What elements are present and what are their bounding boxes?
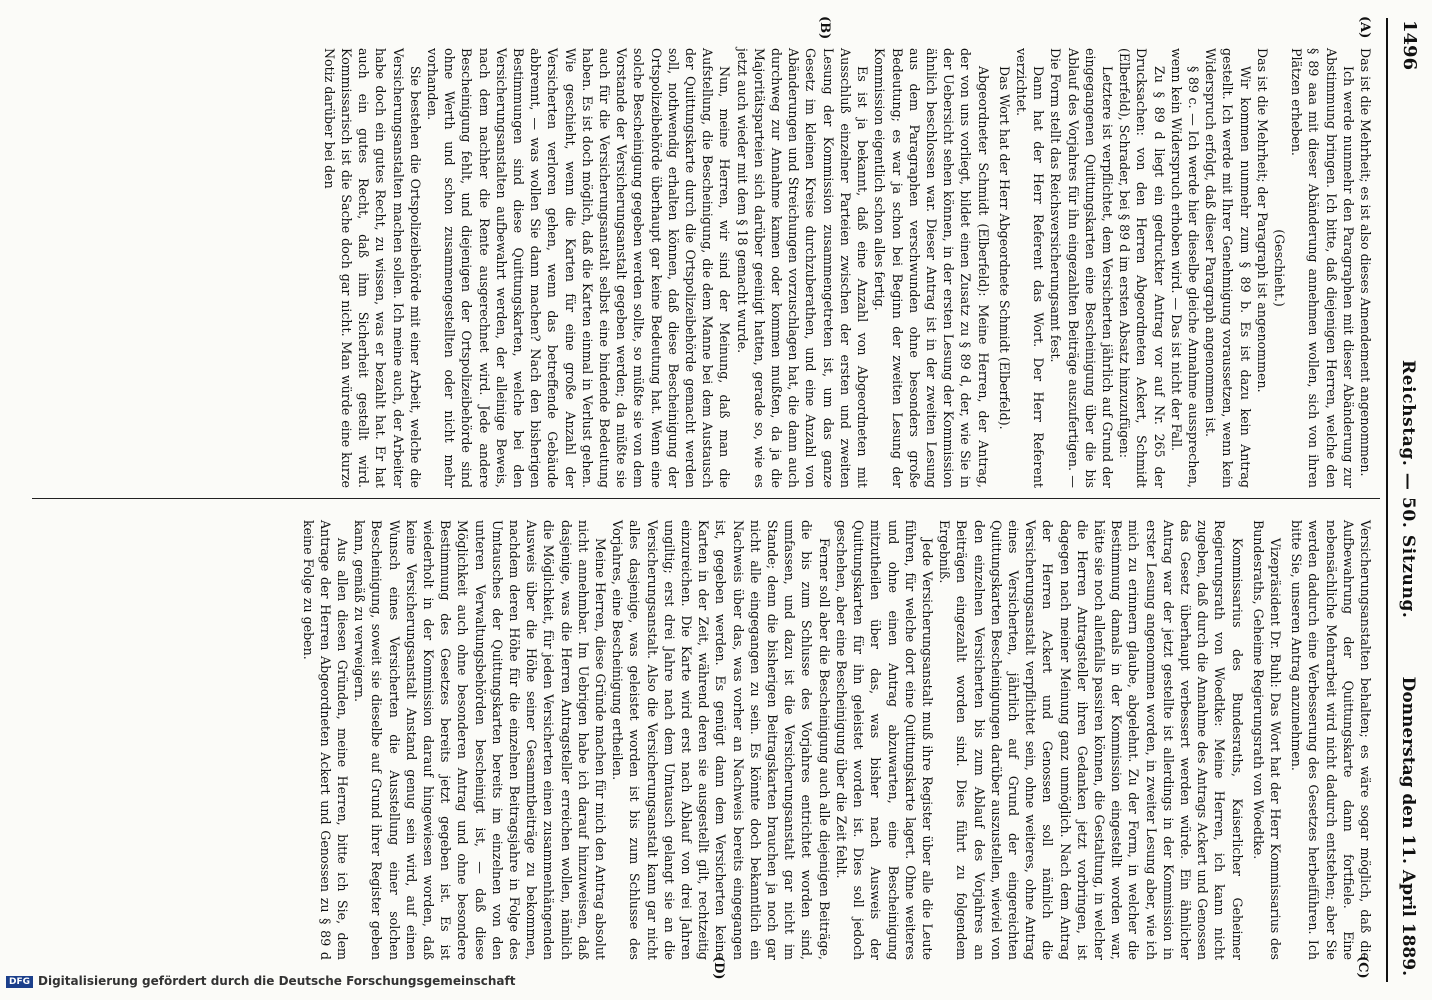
paragraph: Nun, meine Herren, wir sind der Meinung, daß man die Aufstellung, die Bescheinigung, die dem Manne bei dem Austausch der Quittungskarte durch die Ortspolizeibehörde gemacht werden soll, nothwendig erhalten können, daß diese Bescheinigung der Ortspolizeibehörde überhaupt gar keine Bedeutung hat. Wenn eine solche Bescheinigung gegeben werden sollte, so müßte sie von dem Vorstande der Versicherungsanstalt gegeben werden; da müßte sie auch für die Versicherungsanstalt selbst eine bindende Bedeutung haben. Es ist doch möglich, daß die Karten einmal in Verlust gehen. Wie geschieht, wenn die Karten für eine große Anzahl der Versicherten verloren gehen, wenn das betreffende Gebäude abbrennt, — was wollen Sie dann machen? Nach den bisherigen Bestimmungen sind diese Quittungskarten, welche bei den Versicherungsanstalten aufbewahrt werden, der alleinige Beweis, nach dem nachher die Rente ausgerechnet wird. Jede andere Bescheinigung fehlt, und diejenigen der Ortspolizeibehörde sind ohne Werth und schon zusammengestellten oder nicht mehr vorhanden. — [425, 48, 733, 488]
paragraph: Sie bestehen die Ortspolizeibehörde mit einer Arbeit, welche die Versicherungsanstalten machen sollen. Ich meine auch, der Arbeiter habe doch ein gutes Recht, zu wissen, was er bezahlt hat. Er hat auch ein gutes Recht, daß ihm Sicherheit gestellt wird. Kommissarisch ist die Sache doch gar nicht. Man würde eine kurze Notiz darüber bei den — [321, 48, 423, 488]
paragraph: Vizepräsident Dr. Buhl: Das Wort hat der Herr Kommissarius des Bundesraths, Geheime Regierungsrath von Woedtke. — [1250, 520, 1283, 960]
left-column — [321, 48, 1374, 488]
paragraph: Kommissarius des Bundesraths, Kaiserlicher Geheimer Regierungsrath von Woedtke: Meine Herren, ich kann nicht zugeben, daß durch die Annahme des Antrags Ackert und Genossen das Gesetz überhaupt verbessert werden würde. Ein ähnlicher Antrag war der jetzt gestellte ist allerdings in der Kommission in erster Lesung angenommen worden, in zweiter Lesung aber, wie ich mich zu erinnern glaube, abgelehnt. Zu der Form, in welcher die Bestimmung damals in der Kommission eingestellt worden war, hätte sie noch allenfalls passiren können, die Gestaltung, in welcher die Herren Antragsteller ihren Gedanken jetzt vorbringen, ist dagegen nach meiner Meinung ganz unmöglich. Nach dem Antrag der Herren Ackert und Genossen soll nämlich die Versicherungsanstalt verpflichtet sein, ohne weiteres, ohne Antrag eines Versicherten, jährlich auf Grund der eingereichten Quittungskarten Bescheinigungen darüber auszustellen, wieviel von den einzelnen Versicherten bis zum Ablauf des Vorjahres an Beiträgen eingezahlt worden sind. Dies führt zu folgendem Ergebniß. — [937, 520, 1245, 960]
page-number: 1496 — [1399, 20, 1420, 71]
session-date: Donnerstag den 11. April 1889. — [1398, 676, 1418, 976]
right-column — [299, 520, 1374, 960]
paragraph: Meine Herren, diese Gründe machen für mich den Antrag absolut nicht annehmbar. Im Uebrigen habe ich darauf hinzuweisen, daß dasjenige, was die Herren Antragsteller erreichen wollen, nämlich die Möglichkeit, für jeden Versicherten einen zusammenhängenden Ausweis über die Höhe seiner Gesammtbeiträge zu bekommen, nachdem deren Höhe für die einzelnen Beitragsjahre in Folge des Umtausches der Quittungskarten bereits im einzelnen von den unteren Verwaltungsbehörden bescheinigt ist, — daß diese Möglichkeit auch ohne besonderen Antrag und ohne besondere Bestimmung des Gesetzes bereits jetzt gegeben ist. Es ist wiederholt in der Kommission darauf hingewiesen worden, daß keine Versicherungsanstalt Anstand genug sein wird, auf einen Wunsch eines Versicherten die Ausstellung einer solchen Bescheinigung, soweit sie dieselbe auf Grund ihrer Register geben kann, gemäß zu verweigern. — [352, 520, 609, 960]
margin-mark-c: (C) — [1355, 956, 1370, 979]
running-head: Reichstag. — 50. Sitzung. — [1398, 360, 1418, 619]
dfg-logo: DFG — [6, 976, 33, 988]
column-divider — [32, 498, 1380, 499]
paragraph: Letztere ist verpflichtet, dem Versicherten jährlich auf Grund der eingegangenen Quittungskarten eine Bescheinigung über die bis Ablauf des Vorjahres für ihn eingezahlten Beiträge auszufertigen. — Die Form stellt das Reichsversicherungsamt fest. — [1048, 48, 1115, 488]
margin-mark-b: (B) — [817, 16, 832, 40]
paragraph: Jede Versicherungsanstalt muß ihre Register über alle die Leute führen, für welche dort eine Quittungskarte lagert. Ohne weiteres und ohne einen Antrag abzuwarten, eine Bescheinigung mitzutheilen über das, was bisher nach Ausweis der Quittungskarten für ihn geleistet worden ist. Dies soll jedoch geschehen, aber eine Bescheinigung über die Zeit fehlt. — [833, 520, 935, 960]
paragraph: Das ist die Mehrheit; der Paragraph ist angenommen. — [1254, 48, 1270, 393]
paragraph: Ferner soll aber die Bescheinigung auch alle diejenigen Beiträge, die bis zum Schlusse des Vorjahres entrichtet worden sind, umfassen, und dazu ist die Versicherungsanstalt gar nicht im Stande; denn die bisherigen Beitragskarten brauchen ja noch gar nicht alle eingegangen zu sein. Es könnte doch bekanntlich ein Nachweis über das, was vorher an Nachweis bereits eingegangen ist, gegeben werden. Es genügt dann dem Versicherten keine Karten in der Zeit, während deren sie ausgestellt gilt, rechtzeitig einzureichen. Die Karte wird erst nach Ablauf von drei Jahren ungiltig; erst drei Jahre nach dem Umtausch gelangt sie an die Versicherungsanstalt. Also die Versicherungsanstalt kann gar nicht alles dasjenige, was geleistet worden ist bis zum Schlusse des Vorjahres, eine Bescheinigung ertheilen. — [610, 520, 832, 960]
credit-text: Digitalisierung gefördert durch die Deutsche Forschungsgemeinschaft — [38, 974, 516, 988]
paragraph: Es ist ja bekannt, daß eine Anzahl von Abgeordneten mit Ausschluß einzelner Parteien zwischen der ersten und zweiten Lesung der Kommission zusammengetreten ist, um das ganze Gesetz im kleinen Kreise durchzuberathen, und eine Anzahl von Abänderungen und Streichungen vorzuschlagen hat, die dann auch durchweg zur Annahme kamen oder kommen mußten, da ja die Majoritätsparteien sich darüber geeinigt hatten, gerade so, wie es jetzt auch wieder mit dem § 18 gemacht wurde. — [734, 48, 871, 488]
paragraph: Wir kommen nunmehr zum § 89 b. Es ist dazu kein Antrag gestellt. Ich werde mit Ihrer Genehmigung voraussetzen, wenn kein Widerspruch erfolgt, daß dieser Paragraph angenommen ist. — [1203, 48, 1253, 488]
paragraph: Abgeordneter Schmidt (Elberfeld): Meine Herren, der Antrag, der von uns vorliegt, bildet einen Zusatz zu § 89 d, der, wie Sie in der Uebersicht sehen können, in der ersten Lesung der Kommission ähnlich beschlossen war. Dieser Antrag ist in der zweiten Lesung aus dem Paragraphen verschwunden ohne besonders große Bedeutung; es war ja schon bei Beginn der zweiten Lesung der Kommission eigentlich schon alles fertig. — [872, 48, 991, 488]
paragraph: Ich werde nunmehr den Paragraphen mit dieser Abänderung zur Abstimmung bringen. Ich bitte, daß diejenigen Herren, welche den § 89 aaa mit dieser Abänderung annehmen wollen, sich von ihren Plätzen erheben. — [1289, 48, 1356, 488]
paragraph: Zu § 89 d liegt ein gedruckter Antrag vor auf Nr. 265 der Drucksachen: von den Herren Abgeordneten Ackert, Schmidt (Elberfeld), Schrader, bei § 89 d im ersten Absatz hinzuzufügen: — [1117, 48, 1167, 488]
paragraph: Das ist die Mehrheit; es ist also dieses Amendement angenommen. — [1358, 48, 1373, 477]
paragraph: Versicherungsanstalten behalten; es wäre sogar möglich, daß die Aufbewahrung der Quittungskarte dann fortfiele. Eine nebensächliche Mehrarbeit wird nicht dadurch entstehen; aber Sie werden dadurch eine Verbesserung des Gesetzes herbeiführen. Ich bitte Sie, unseren Antrag anzunehmen. — [1289, 520, 1373, 960]
paragraph: Das Wort hat der Herr Abgeordnete Schmidt (Elberfeld). — [996, 66, 1012, 430]
paragraph: § 89 c. — Ich werde hier dieselbe gleiche Annahme aussprechen, wenn kein Widerspruch erhoben wird. — Das ist nicht der Fall. — [1168, 48, 1201, 488]
header-rule — [1386, 18, 1388, 982]
paragraph: (Geschieht.) — [1271, 229, 1287, 307]
paragraph: Dann hat der Herr Referent das Wort. Der Herr Referent verzichtet. — [1013, 48, 1047, 488]
paragraph: Aus allen diesen Gründen, meine Herren, bitte ich Sie, dem Antrage der Herren Abgeordneten Ackert und Genossen zu § 89 d keine Folge zu geben. — [300, 520, 351, 960]
margin-mark-d: (D) — [711, 956, 726, 980]
digitization-credit — [6, 974, 515, 988]
margin-mark-a: (A) — [1357, 16, 1372, 39]
